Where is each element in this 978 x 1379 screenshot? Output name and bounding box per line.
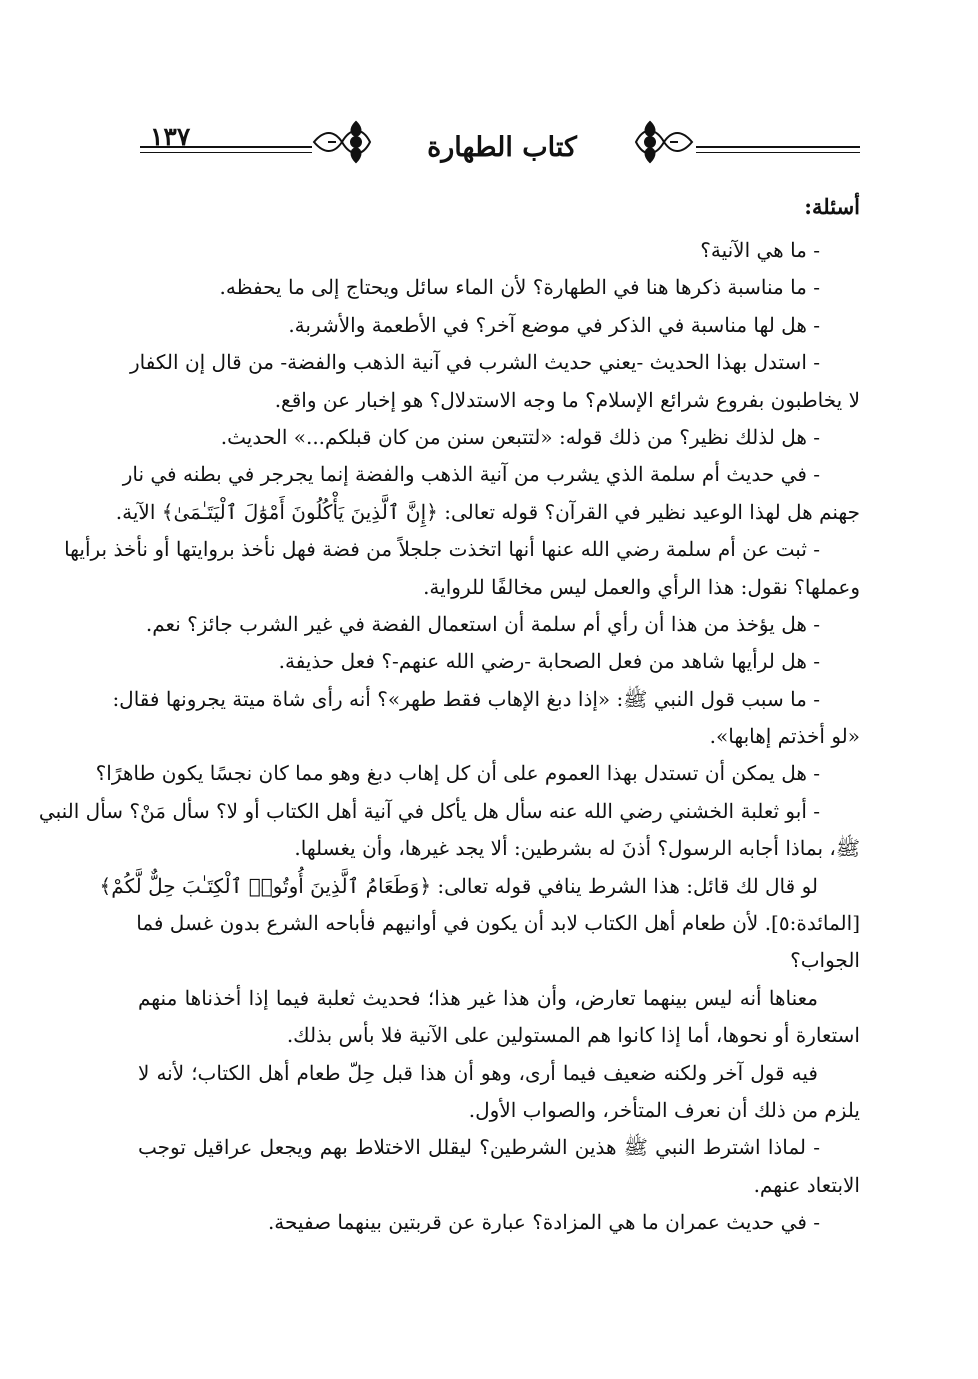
text-line: - في حديث عمران ما هي المزادة؟ عبارة عن قربتين بينهما صفيحة. <box>267 1210 820 1235</box>
text-line: [المائدة:٥]. لأن طعام أهل الكتاب لابد أن يكون في أوانيهم فأباحه الشرع بدون غسل فما <box>136 911 860 936</box>
text-line: - ما هي الآنية؟ <box>700 238 820 262</box>
text-line: - هل لرأيها شاهد من فعل الصحابة -رضي الله عنهم-؟ فعل حذيفة. <box>278 649 820 674</box>
text-line: - هل يؤخذ من هذا أن رأي أم سلمة أن استعمال الفضة في غير الشرب جائز؟ نعم. <box>145 611 820 636</box>
text-line: ﷺ، بماذا أجابه الرسول؟ أذنَ له بشرطين: ألا يجد غيرها، وأن يغسلها. <box>294 836 860 861</box>
text-line: يلزم من ذلك أن نعرف المتأخر، والصواب الأول. <box>468 1097 860 1122</box>
text-line: - في حديث أم سلمة الذي يشرب من آنية الذهب والفضة إنما يجرجر في بطنه في نار <box>122 462 820 487</box>
text-line: لو قال لك قائل: هذا الشرط ينافي قوله تعالى: ﴿وَطَعَامُ ٱلَّذِينَ أُوتُوا۟ ٱلْكِتَـٰبَ حِلٌّ لَّكُمْ﴾ <box>99 873 818 898</box>
text-line: وعملها؟ نقول: هذا الرأي والعمل ليس مخالفًا للرواية. <box>423 574 860 599</box>
section-title: أسئلة: <box>804 194 860 219</box>
text-line: «لو أخذتم إهابها». <box>709 724 860 749</box>
text-line: - هل لذلك نظير؟ من ذلك قوله: «لتتبعن سنن من كان قبلكم...» الحديث. <box>220 424 820 449</box>
text-line: - هل لها مناسبة في الذكر في موضع آخر؟ في الأطعمة والأشربة. <box>288 312 820 337</box>
text-line: استعارة أو نحوها، أما إذا كانوا هم المستولين على الآنية فلا بأس بذلك. <box>286 1023 860 1048</box>
text-line: لا يخاطبون بفروع شرائع الإسلام؟ ما وجه الاستدلال؟ هو إخبار عن واقع. <box>274 387 860 412</box>
text-line: فيه قول آخر ولكنه ضعيف فيما أرى، وهو أن هذا قبل حِلّ طعام أهل الكتاب؛ لأنه لا <box>138 1060 818 1085</box>
page-body <box>38 190 860 1242</box>
text-line: - هل يمكن أن تستدل بهذا العموم على أن كل إهاب دبغ وهو مما كان نجسًا يكون طاهرًا؟ <box>95 761 820 786</box>
text-line: - استدل بهذا الحديث -يعني حديث الشرب في آنية الذهب والفضة- من قال إن الكفار <box>130 350 820 375</box>
text-line: - أبو ثعلبة الخشني رضي الله عنه سأل هل يأكل في آنية أهل الكتاب أو لا؟ سأل مَنْ؟ سأل النبي <box>38 798 820 823</box>
text-line: - لماذا اشترط النبي ﷺ هذين الشرطين؟ ليقلل الاختلاط بهم ويجعل عراقيل توجب <box>138 1135 820 1160</box>
page-number: ١٣٧ <box>150 122 191 151</box>
text-line: معناها أنه ليس بينهما تعارض، وأن هذا غير هذا؛ فحديث ثعلبة فيما إذا أخذناها منهم <box>138 985 818 1010</box>
page-header <box>140 112 860 178</box>
text-line: الابتعاد عنهم. <box>753 1172 860 1197</box>
ornament-left-icon <box>310 116 374 168</box>
text-lines <box>38 232 860 1242</box>
text-line: - ثبت عن أم سلمة رضي الله عنها أنها اتخذت جلجلاً من فضة فهل نأخذ بروايتها أو نأخذ برأيها <box>64 537 820 562</box>
header-rule-right-thin <box>696 152 860 153</box>
header-title: كتاب الطهارة <box>427 132 577 163</box>
ornament-right-icon <box>632 116 696 168</box>
text-line: الجواب؟ <box>790 948 860 973</box>
text-line: - ما مناسبة ذكرها هنا في الطهارة؟ لأن الماء سائل ويحتاج إلى ما يحفظه. <box>219 275 820 300</box>
header-rule-right <box>696 146 860 148</box>
text-line: جهنم هل لهذا الوعيد نظير في القرآن؟ قوله تعالى: ﴿إِنَّ ٱلَّذِينَ يَأْكُلُونَ أَمْوَٰلَ ٱلْيَتَـٰمَىٰ﴾ الآية. <box>115 499 860 524</box>
header-rule-left-thin <box>140 152 312 153</box>
text-line: - ما سبب قول النبي ﷺ: «إذا دبغ الإهاب فقط طهر»؟ أنه رأى شاة ميتة يجرونها فقال: <box>112 686 820 711</box>
